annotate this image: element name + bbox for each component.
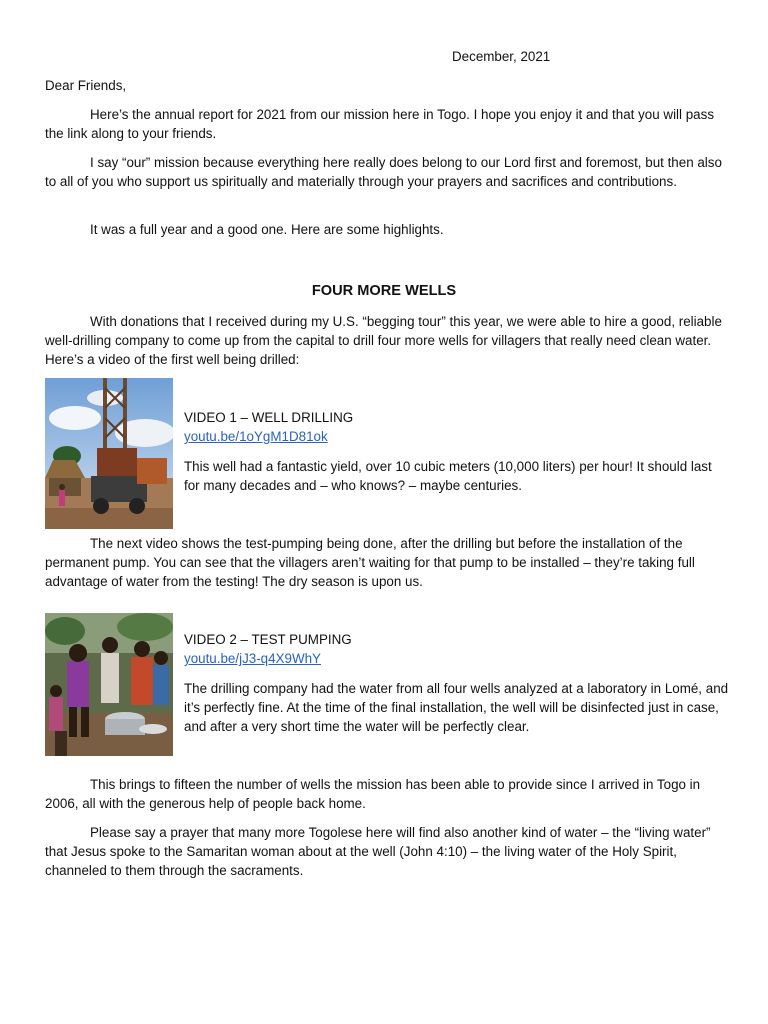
intro-paragraph-3: It was a full year and a good one. Here are some highlights. — [90, 222, 444, 237]
section-lead-paragraph: With donations that I received during my U.S. “begging tour” this year, we were able to hire a good, reliable well-drilling company to come up from the capital to drill four more wells for villagers that really need clean water. Here’s a video of the first well being drilled: — [45, 314, 722, 367]
video2-link[interactable]: youtu.be/jJ3-q4X9WhY — [184, 651, 321, 666]
video2-description: The drilling company had the water from all four wells analyzed at a laboratory in Lomé, and it’s perfectly fine. At the time of the final installation, the well will be disinfected just in case, and after a very short time the water will be perfectly clear. — [184, 681, 729, 734]
video1-title: VIDEO 1 – WELL DRILLING — [184, 410, 354, 425]
intro-paragraph-1: Here’s the annual report for 2021 from our mission here in Togo. I hope you enjoy it and that you will pass the link along to your friends. — [45, 107, 715, 141]
middle-paragraph: The next video shows the test-pumping being done, after the drilling but before the installation of the permanent pump. You can see that the villagers aren’t waiting for that pump to be installed – they’re taking full advantage of water from the testing! The dry season is upon us. — [45, 536, 695, 589]
well-drilling-photo — [45, 378, 173, 529]
test-pumping-photo — [45, 613, 173, 756]
intro-paragraph-2: I say “our” mission because everything here really does belong to our Lord first and foremost, but then also to all of you who support us spiritually and materially through your prayers and sacrifices and contributions. — [45, 155, 722, 189]
video2-title: VIDEO 2 – TEST PUMPING — [184, 632, 352, 647]
video1-description: This well had a fantastic yield, over 10 cubic meters (10,000 liters) per hour! It should last for many decades and – who knows? – maybe centuries. — [184, 459, 712, 493]
closing-paragraph-1: This brings to fifteen the number of wells the mission has been able to provide since I arrived in Togo in 2006, all with the generous help of people back home. — [45, 777, 701, 811]
video1-link[interactable]: youtu.be/1oYgM1D81ok — [184, 429, 328, 444]
section-heading: FOUR MORE WELLS — [311, 283, 457, 299]
letter-date: December, 2021 — [452, 49, 551, 64]
closing-paragraph-2: Please say a prayer that many more Togolese here will find also another kind of water – the “living water” that Jesus spoke to the Samaritan woman about at the well (John 4:10) – the living water of the Holy Spirit, channeled to them through the sacraments. — [45, 825, 711, 878]
salutation: Dear Friends, — [45, 78, 127, 93]
